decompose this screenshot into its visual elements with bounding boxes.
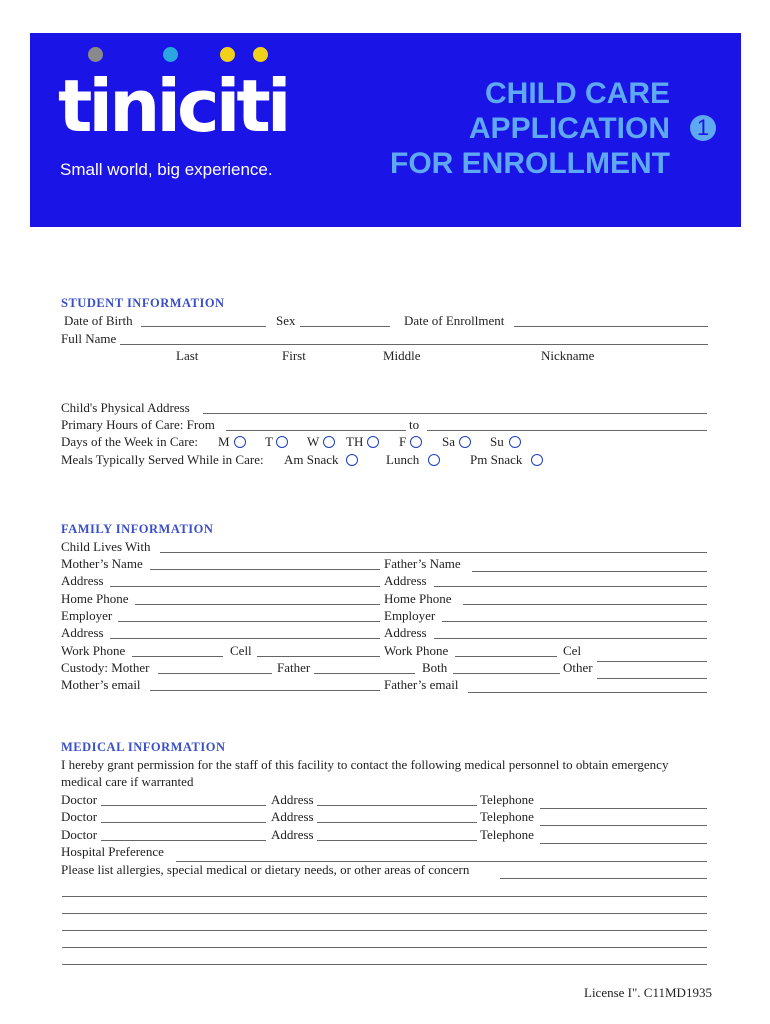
hours-label: Primary Hours of Care: From [61,417,215,432]
sex-label: Sex [276,313,296,328]
fathers-email-label: Father’s email [384,677,459,692]
father-cell-label: Cel [563,643,582,658]
doctor-telephone-field[interactable] [540,843,707,844]
name-part-middle: Middle [383,348,421,363]
meal-checkbox-pm-snack[interactable] [531,454,543,466]
enrollment-label: Date of Enrollment [404,313,505,328]
doctor-telephone-field[interactable] [540,808,707,809]
dob-field[interactable] [141,326,266,327]
doctor-address-field[interactable] [317,822,477,823]
name-part-last: Last [176,348,199,363]
address-label: Child's Physical Address [61,400,190,415]
page-title [340,76,670,181]
meal-checkbox-am-snack[interactable] [346,454,358,466]
fathers-name-label: Father’s Name [384,556,461,571]
day-label-w: W [307,434,320,449]
day-checkbox-su[interactable] [509,436,521,448]
mother-address-field[interactable] [110,586,380,587]
day-label-sa: Sa [442,434,455,449]
custody-father-label: Father [277,660,311,675]
mother-employer-address-label: Address [61,625,104,640]
father-address-field[interactable] [434,586,707,587]
doctor-telephone-label: Telephone [480,827,534,842]
father-employer-field[interactable] [442,621,707,622]
meal-checkbox-lunch[interactable] [428,454,440,466]
family-heading: FAMILY INFORMATION [61,522,214,536]
doctor-field[interactable] [101,840,266,841]
mother-employer-address-field[interactable] [110,638,380,639]
logo-dot [88,47,103,62]
full-name-label: Full Name [61,331,117,346]
father-employer-label: Employer [384,608,436,623]
mothers-name-field[interactable] [150,569,380,570]
custody-other-field[interactable] [597,678,707,679]
doctor-telephone-field[interactable] [540,825,707,826]
custody-both-field[interactable] [453,673,560,674]
medical-heading: MEDICAL INFORMATION [61,740,226,754]
day-checkbox-m[interactable] [234,436,246,448]
mother-cell-label: Cell [230,643,252,658]
day-checkbox-sa[interactable] [459,436,471,448]
custody-mother-field[interactable] [158,673,272,674]
logo-dot [163,47,178,62]
allergies-line[interactable] [62,896,707,897]
day-checkbox-f[interactable] [410,436,422,448]
doctor-telephone-label: Telephone [480,809,534,824]
doctor-label: Doctor [61,792,98,807]
custody-mother-label: Custody: Mother [61,660,150,675]
fathers-name-field[interactable] [472,571,707,572]
days-label: Days of the Week in Care: [61,434,198,449]
day-label-su: Su [490,434,504,449]
hours-from-field[interactable] [226,430,406,431]
hours-to-field[interactable] [427,430,707,431]
day-checkbox-w[interactable] [323,436,335,448]
day-label-t: T [265,434,273,449]
day-checkbox-t[interactable] [276,436,288,448]
day-checkbox-th[interactable] [367,436,379,448]
logo: tiniciti [58,64,288,148]
father-employer-address-field[interactable] [434,638,707,639]
title-line: FOR ENROLLMENT [390,147,670,180]
mother-work-phone-field[interactable] [132,656,223,657]
allergies-label: Please list allergies, special medical or dietary needs, or other areas of concern [61,862,470,877]
mother-employer-field[interactable] [118,621,380,622]
meals-label: Meals Typically Served While in Care: [61,452,264,467]
doctor-address-field[interactable] [317,805,477,806]
mothers-email-label: Mother’s email [61,677,141,692]
sex-field[interactable] [300,326,390,327]
mother-cell-field[interactable] [257,656,380,657]
name-part-first: First [282,348,306,363]
day-label-th: TH [346,434,364,449]
student-heading: STUDENT INFORMATION [61,296,225,310]
full-name-field[interactable] [120,344,708,345]
tagline: Small world, big experience. [60,160,273,179]
father-home-phone-label: Home Phone [384,591,452,606]
doctor-address-label: Address [271,809,314,824]
father-employer-address-label: Address [384,625,427,640]
enrollment-field[interactable] [514,326,708,327]
father-home-phone-field[interactable] [463,604,707,605]
father-address-label: Address [384,573,427,588]
page-number-badge: 1 [690,115,716,141]
mother-home-phone-field[interactable] [135,604,380,605]
doctor-address-label: Address [271,792,314,807]
allergies-field[interactable] [500,878,707,879]
father-cell-field[interactable] [597,661,707,662]
logo-dot [253,47,268,62]
lives-with-label: Child Lives With [61,539,151,554]
allergies-line[interactable] [62,964,707,965]
mother-home-phone-label: Home Phone [61,591,129,606]
mothers-email-field[interactable] [150,690,380,691]
mother-work-phone-label: Work Phone [61,643,126,658]
lives-with-field[interactable] [160,552,707,553]
address-field[interactable] [203,413,707,414]
custody-father-field[interactable] [314,673,415,674]
father-work-phone-label: Work Phone [384,643,449,658]
father-work-phone-field[interactable] [455,656,557,657]
logo-dot [220,47,235,62]
doctor-field[interactable] [101,805,266,806]
title-line: APPLICATION [468,112,670,145]
meal-label-lunch: Lunch [386,452,420,467]
permission-text-line1: I hereby grant permission for the staff of this facility to contact the following medical personnel to obtain emergency [61,757,669,772]
doctor-telephone-label: Telephone [480,792,534,807]
permission-text-line2: medical care if warranted [61,774,194,789]
custody-both-label: Both [422,660,448,675]
allergies-line[interactable] [62,947,707,948]
meal-label-pm-snack: Pm Snack [470,452,523,467]
doctor-label: Doctor [61,827,98,842]
doctor-label: Doctor [61,809,98,824]
hospital-label: Hospital Preference [61,844,164,859]
doctor-field[interactable] [101,822,266,823]
custody-other-label: Other [563,660,593,675]
allergies-line[interactable] [62,930,707,931]
day-label-m: M [218,434,230,449]
mother-address-label: Address [61,573,104,588]
doctor-address-field[interactable] [317,840,477,841]
mothers-name-label: Mother’s Name [61,556,143,571]
doctor-address-label: Address [271,827,314,842]
license-number: License I". C11MD1935 [584,985,712,1000]
fathers-email-field[interactable] [468,692,707,693]
day-label-f: F [399,434,407,449]
mother-employer-label: Employer [61,608,113,623]
meal-label-am-snack: Am Snack [284,452,339,467]
title-line: CHILD CARE [485,77,670,110]
hours-to-label: to [409,417,420,432]
dob-label: Date of Birth [64,313,133,328]
allergies-line[interactable] [62,913,707,914]
name-part-nickname: Nickname [541,348,595,363]
